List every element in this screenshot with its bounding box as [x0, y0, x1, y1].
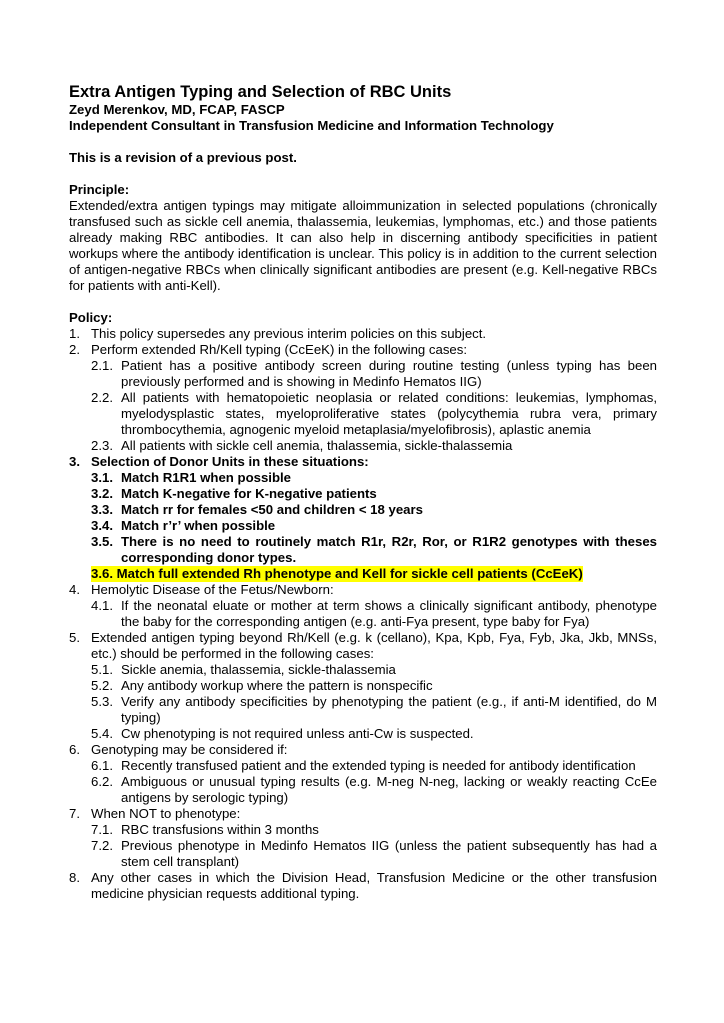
- policy-item: [69, 582, 657, 598]
- principle-text: Extended/extra antigen typings may mitigate alloimmunization in selected populations (chronically transfused such as sickle cell anemia, thalassemia, leukemias, lymphomas, etc.) and those patients already making RBC antibodies. It can also help in discerning antibody specificities in patient workups where the antibody identification is unclear. This policy is in addition to the current selection of antigen-negative RBCs when clinically significant antibodies are present (e.g. Kell-negative RBCs for patients with anti-Kell).: [69, 198, 657, 293]
- subitem-number: 6.1.: [91, 758, 113, 773]
- policy-subitem: [69, 694, 657, 726]
- policy-item: [69, 806, 657, 822]
- subitem-text: Previous phenotype in Medinfo Hematos IIG (unless the patient subsequently has had a stem cell transplant): [121, 838, 657, 869]
- subitem-text: Any antibody workup where the pattern is nonspecific: [121, 678, 433, 693]
- subitem-text: All patients with hematopoietic neoplasia or related conditions: leukemias, lymphomas, myelodysplastic states, myeloproliferative states (polycythemia rubra vera, primary thrombocythemia, agnogenic myeloid metaplasia/myelofibrosis), aplastic anemia: [121, 390, 657, 437]
- subitem-text: There is no need to routinely match R1r, R2r, Ror, or R1R2 genotypes with theses corresponding donor types.: [121, 534, 657, 565]
- item-number: 4.: [69, 582, 80, 597]
- subitem-number: 3.1.: [91, 470, 113, 485]
- item-text: When NOT to phenotype:: [91, 806, 241, 821]
- subitem-text: RBC transfusions within 3 months: [121, 822, 319, 837]
- subitem-number: 7.2.: [91, 838, 113, 853]
- policy-subitem: [69, 822, 657, 838]
- item-number: 3.: [69, 454, 80, 469]
- item-text: Perform extended Rh/Kell typing (CcEeK) in the following cases:: [91, 342, 468, 357]
- policy-item: [69, 326, 657, 342]
- policy-item-donor-selection: [69, 454, 657, 470]
- policy-subitem-highlighted: [69, 566, 657, 582]
- item-text: Any other cases in which the Division Head, Transfusion Medicine or the other transfusion medicine physician requests additional typing.: [91, 870, 657, 901]
- subitem-text: Match r’r’ when possible: [121, 518, 276, 533]
- policy-subitem: [69, 502, 657, 518]
- subitem-text: Match R1R1 when possible: [121, 470, 292, 485]
- subitem-number: 5.1.: [91, 662, 113, 677]
- subitem-text: Ambiguous or unusual typing results (e.g. M-neg N-neg, lacking or weakly reacting CcEe antigens by serologic typing): [121, 774, 657, 805]
- subitem-number: 5.4.: [91, 726, 113, 741]
- principle-heading: Principle:: [69, 182, 130, 197]
- policy-heading: Policy:: [69, 310, 113, 325]
- item-text: This policy supersedes any previous interim policies on this subject.: [91, 326, 487, 341]
- subitem-text: Cw phenotyping is not required unless anti-Cw is suspected.: [121, 726, 474, 741]
- subitem-text: Match K-negative for K-negative patients: [121, 486, 377, 501]
- subitem-number: 6.2.: [91, 774, 113, 789]
- policy-subitem: [69, 390, 657, 438]
- policy-subitem: [69, 486, 657, 502]
- item-text: Extended antigen typing beyond Rh/Kell (e.g. k (cellano), Kpa, Kpb, Fya, Fyb, Jka, Jkb, MNSs, etc.) should be performed in the following cases:: [91, 630, 657, 661]
- highlighted-text: [91, 566, 583, 582]
- policy-subitem: [69, 358, 657, 390]
- subitem-text: Match rr for females <50 and children < 18 years: [121, 502, 423, 517]
- subitem-text: Sickle anemia, thalassemia, sickle-thalassemia: [121, 662, 396, 677]
- subitem-number: 2.1.: [91, 358, 113, 373]
- subitem-number: 3.6.: [91, 566, 113, 581]
- subitem-number: 5.2.: [91, 678, 113, 693]
- item-text: Hemolytic Disease of the Fetus/Newborn:: [91, 582, 334, 597]
- policy-subitem: [69, 662, 657, 678]
- item-number: 7.: [69, 806, 80, 821]
- revision-note: This is a revision of a previous post.: [69, 150, 297, 165]
- affiliation-line: Independent Consultant in Transfusion Medicine and Information Technology: [69, 118, 554, 133]
- subitem-text: Match full extended Rh phenotype and Kell for sickle cell patients (CcEeK): [116, 566, 583, 581]
- item-number: 6.: [69, 742, 80, 757]
- policy-item: [69, 742, 657, 758]
- policy-item: [69, 630, 657, 662]
- policy-item: [69, 342, 657, 358]
- document-page: [69, 83, 657, 902]
- subitem-text: Verify any antibody specificities by phenotyping the patient (e.g., if anti-M identified, do M typing): [121, 694, 657, 725]
- policy-subitem: [69, 758, 657, 774]
- author-line: Zeyd Merenkov, MD, FCAP, FASCP: [69, 102, 285, 117]
- subitem-text: All patients with sickle cell anemia, thalassemia, sickle-thalassemia: [121, 438, 513, 453]
- subitem-number: 4.1.: [91, 598, 113, 613]
- policy-subitem: [69, 534, 657, 566]
- policy-subitem: [69, 678, 657, 694]
- item-text: Genotyping may be considered if:: [91, 742, 288, 757]
- item-number: 5.: [69, 630, 80, 645]
- subitem-number: 3.5.: [91, 534, 113, 549]
- policy-subitem: [69, 438, 657, 454]
- policy-subitem: [69, 518, 657, 534]
- policy-subitem: [69, 470, 657, 486]
- policy-subitem: [69, 726, 657, 742]
- subitem-number: 2.2.: [91, 390, 113, 405]
- policy-item: [69, 870, 657, 902]
- subitem-number: 3.3.: [91, 502, 113, 517]
- item-text: Selection of Donor Units in these situations:: [91, 454, 369, 469]
- subitem-number: 5.3.: [91, 694, 113, 709]
- subitem-number: 2.3.: [91, 438, 113, 453]
- subitem-number: 3.4.: [91, 518, 113, 533]
- policy-subitem: [69, 598, 657, 630]
- subitem-text: Recently transfused patient and the extended typing is needed for antibody identification: [121, 758, 636, 773]
- policy-subitem: [69, 774, 657, 806]
- subitem-number: 3.2.: [91, 486, 113, 501]
- item-number: 8.: [69, 870, 80, 885]
- item-number: 1.: [69, 326, 80, 341]
- document-title: Extra Antigen Typing and Selection of RBC Units: [69, 83, 452, 101]
- subitem-text: Patient has a positive antibody screen during routine testing (unless typing has been previously performed and is showing in Medinfo Hematos IIG): [121, 358, 657, 389]
- item-number: 2.: [69, 342, 80, 357]
- policy-list: [69, 326, 657, 902]
- policy-subitem: [69, 838, 657, 870]
- subitem-text: If the neonatal eluate or mother at term shows a clinically significant antibody, phenotype the baby for the corresponding antigen (e.g. anti-Fya present, type baby for Fya): [121, 598, 657, 629]
- subitem-number: 7.1.: [91, 822, 113, 837]
